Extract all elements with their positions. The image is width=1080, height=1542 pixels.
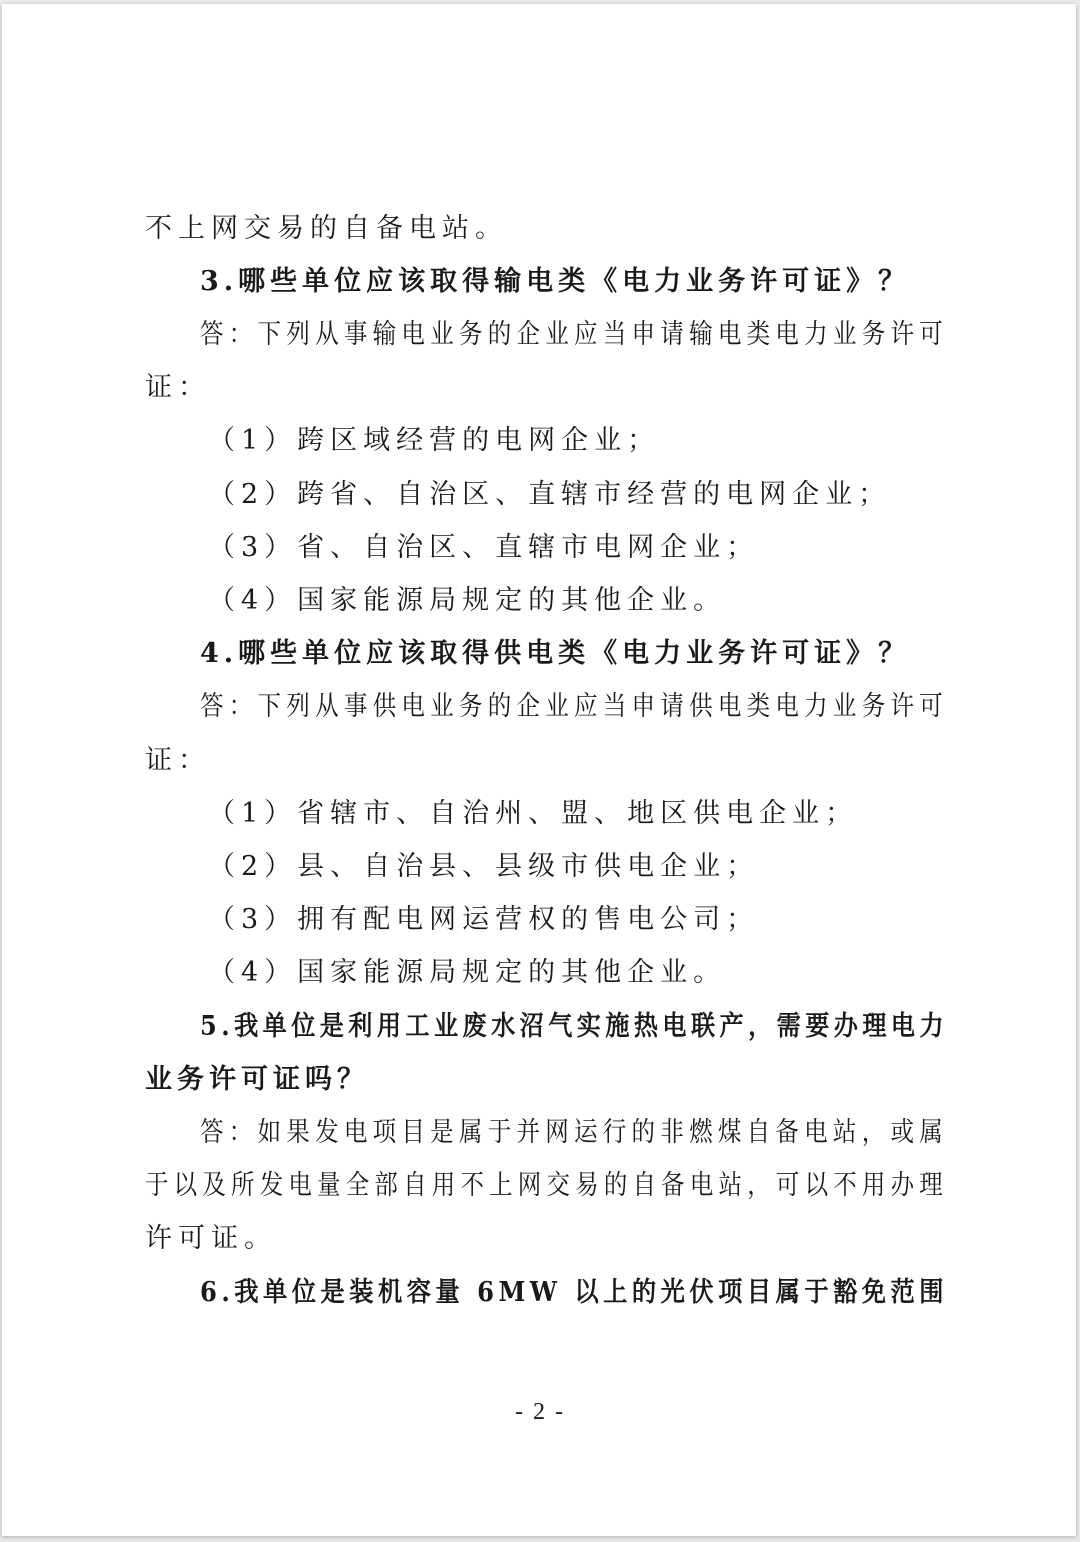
question-heading: 5.我单位是利用工业废水沼气实施热电联产，需要办理电力 xyxy=(200,1011,948,1042)
answer-line: 答：如果发电项目是属于并网运行的非燃煤自备电站，或属 xyxy=(200,1117,949,1148)
body-line: 不上网交易的自备电站。 xyxy=(145,213,508,244)
list-item: （3）拥有配电网运营权的售电公司； xyxy=(208,904,760,935)
list-item: （1）省辖市、自治州、盟、地区供电企业； xyxy=(208,798,859,829)
question-heading: 3.哪些单位应该取得输电类《电力业务许可证》？ xyxy=(200,266,911,297)
list-item: （4）国家能源局规定的其他企业。 xyxy=(208,585,727,616)
list-item: （2）县、自治县、县级市供电企业； xyxy=(208,851,760,882)
body-line: 许可证。 xyxy=(145,1223,277,1254)
list-item: （3）省、自治区、直辖市电网企业； xyxy=(208,532,760,563)
page-number: - 2 - xyxy=(515,1399,565,1425)
question-heading-continued: 业务许可证吗？ xyxy=(145,1064,369,1095)
list-item: （1）跨区域经营的电网企业； xyxy=(208,425,661,456)
answer-line: 答：下列从事输电业务的企业应当申请输电类电力业务许可 xyxy=(200,319,949,350)
body-line: 证： xyxy=(145,745,211,776)
list-item: （4）国家能源局规定的其他企业。 xyxy=(208,957,727,988)
list-item: （2）跨省、自治区、直辖市经营的电网企业； xyxy=(208,479,892,510)
answer-line: 答：下列从事供电业务的企业应当申请供电类电力业务许可 xyxy=(200,691,949,722)
question-heading: 6.我单位是装机容量 6MW 以上的光伏项目属于豁免范围 xyxy=(200,1277,949,1308)
body-line: 证： xyxy=(145,372,211,403)
body-line: 于以及所发电量全部自用不上网交易的自备电站，可以不用办理 xyxy=(145,1170,948,1201)
question-heading: 4.哪些单位应该取得供电类《电力业务许可证》？ xyxy=(200,638,911,669)
